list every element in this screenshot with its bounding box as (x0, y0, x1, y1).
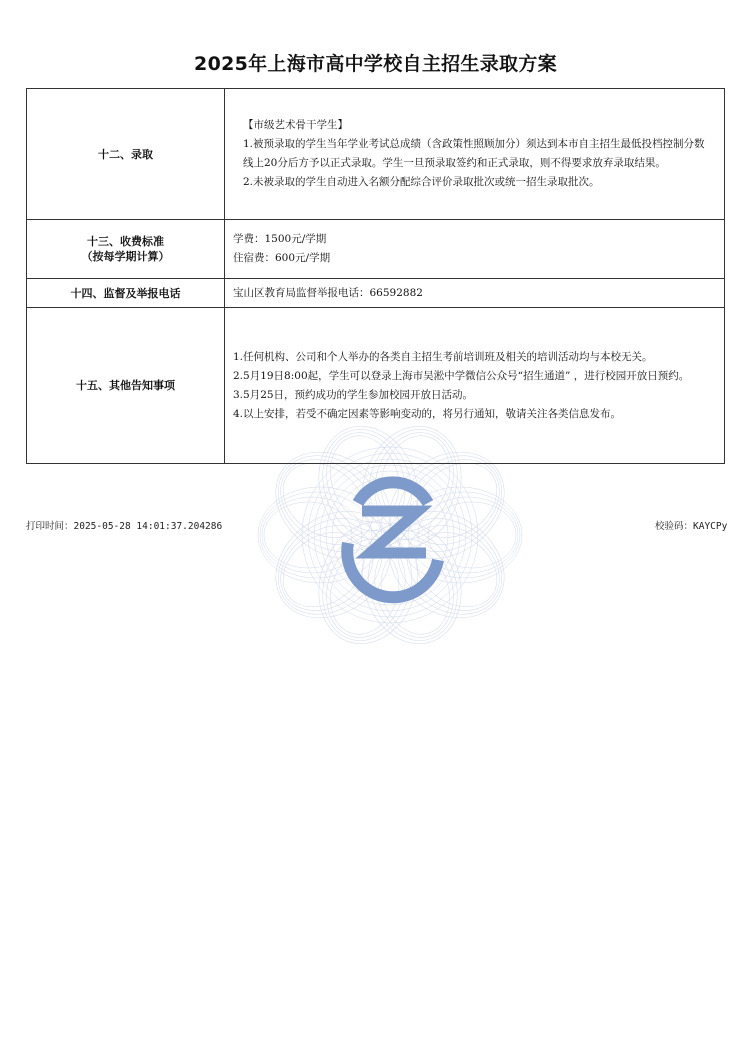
row-label (27, 279, 225, 308)
seal-logo-icon (347, 482, 438, 597)
content-line: 4.以上安排，若受不确定因素等影响变动的，将另行通知，敬请关注各类信息发布。 (233, 407, 622, 420)
content-line: 2.未被录取的学生自动进入名额分配综合评价录取批次或统一招生录取批次。 (243, 176, 600, 188)
row-content (225, 279, 725, 308)
row-content (225, 220, 725, 279)
row-label (27, 220, 225, 279)
watermark-petal (398, 487, 522, 583)
watermark-petal (363, 529, 466, 648)
watermark-petal (309, 519, 425, 652)
content-line: 学费：1500元/学期 (233, 233, 327, 245)
row-label-text: 十二、录取 (98, 147, 153, 161)
watermark-ring (326, 471, 454, 599)
admission-table (26, 88, 725, 464)
content-line: 住宿费：600元/学期 (233, 252, 331, 264)
row-label-text: 十五、其他告知事项 (76, 379, 175, 392)
row-label-subtext: （按每学期计算） (81, 250, 170, 263)
watermark-petal (314, 529, 417, 648)
watermark-ring (314, 459, 466, 611)
watermark-petal (428, 502, 516, 568)
table-row (27, 279, 725, 308)
row-label-text: 十三、收费标准 (87, 235, 164, 248)
watermark-ring (332, 477, 448, 593)
row-label-text: 十四、监督及举报电话 (70, 286, 181, 300)
watermark-petal (355, 519, 471, 652)
row-content (225, 89, 725, 220)
row-label (27, 89, 225, 220)
watermark-petal (304, 509, 434, 657)
watermark-ring (320, 465, 460, 605)
watermark-petal (390, 508, 516, 628)
watermark-petal (379, 499, 520, 634)
watermark-petal (370, 539, 460, 643)
content-line: 2.5月19日8:00起，学生可以登录上海市吴淞中学微信公众号“招生通道” ，进行校园开放日预约。 (233, 369, 690, 382)
watermark-petal (264, 508, 390, 628)
watermark-petal (368, 489, 525, 640)
watermark-petal (418, 497, 518, 573)
table-row (27, 220, 725, 279)
watermark-petal (408, 492, 520, 578)
table-row (27, 89, 725, 220)
print-time: 打印时间：2025-05-28 14:01:37.204286 (26, 521, 223, 532)
watermark-petal (262, 497, 362, 573)
watermark-petal (258, 487, 382, 583)
verify-code: 校验码：KAYCPy (655, 521, 728, 532)
content-line: 1.被预录取的学生当年学业考试总成绩（含政策性照顾加分）须达到本市自主招生最低投档控制分数线上20分后方予以正式录取。学生一旦预录取签约和正式录取，则不得要求放弃录取结果。 (243, 138, 705, 169)
watermark-petal (264, 502, 352, 568)
watermark-petal (401, 517, 511, 622)
page-title: 2025年上海市高中学校自主招生录取方案 (194, 53, 557, 75)
row-content (225, 308, 725, 464)
content-line: 1.任何机构、公司和个人举办的各类自主招生考前培训班及相关的培训活动均与本校无关。 (233, 350, 653, 363)
table-row (27, 308, 725, 464)
watermark-ring (302, 447, 478, 623)
row-label (27, 308, 225, 464)
watermark-petal (347, 509, 477, 657)
watermark-petal (320, 539, 410, 643)
content-line: 宝山区教育局监督举报电话：66592882 (233, 286, 423, 299)
watermark-petal (255, 489, 412, 640)
content-line: 【市级艺术骨干学生】 (243, 119, 348, 131)
watermark-petal (269, 517, 379, 622)
watermark-petal (260, 499, 401, 634)
watermark-ring (308, 453, 472, 617)
watermark-petal (260, 492, 372, 578)
content-line: 3.5月25日，预约成功的学生参加校园开放日活动。 (233, 388, 474, 401)
